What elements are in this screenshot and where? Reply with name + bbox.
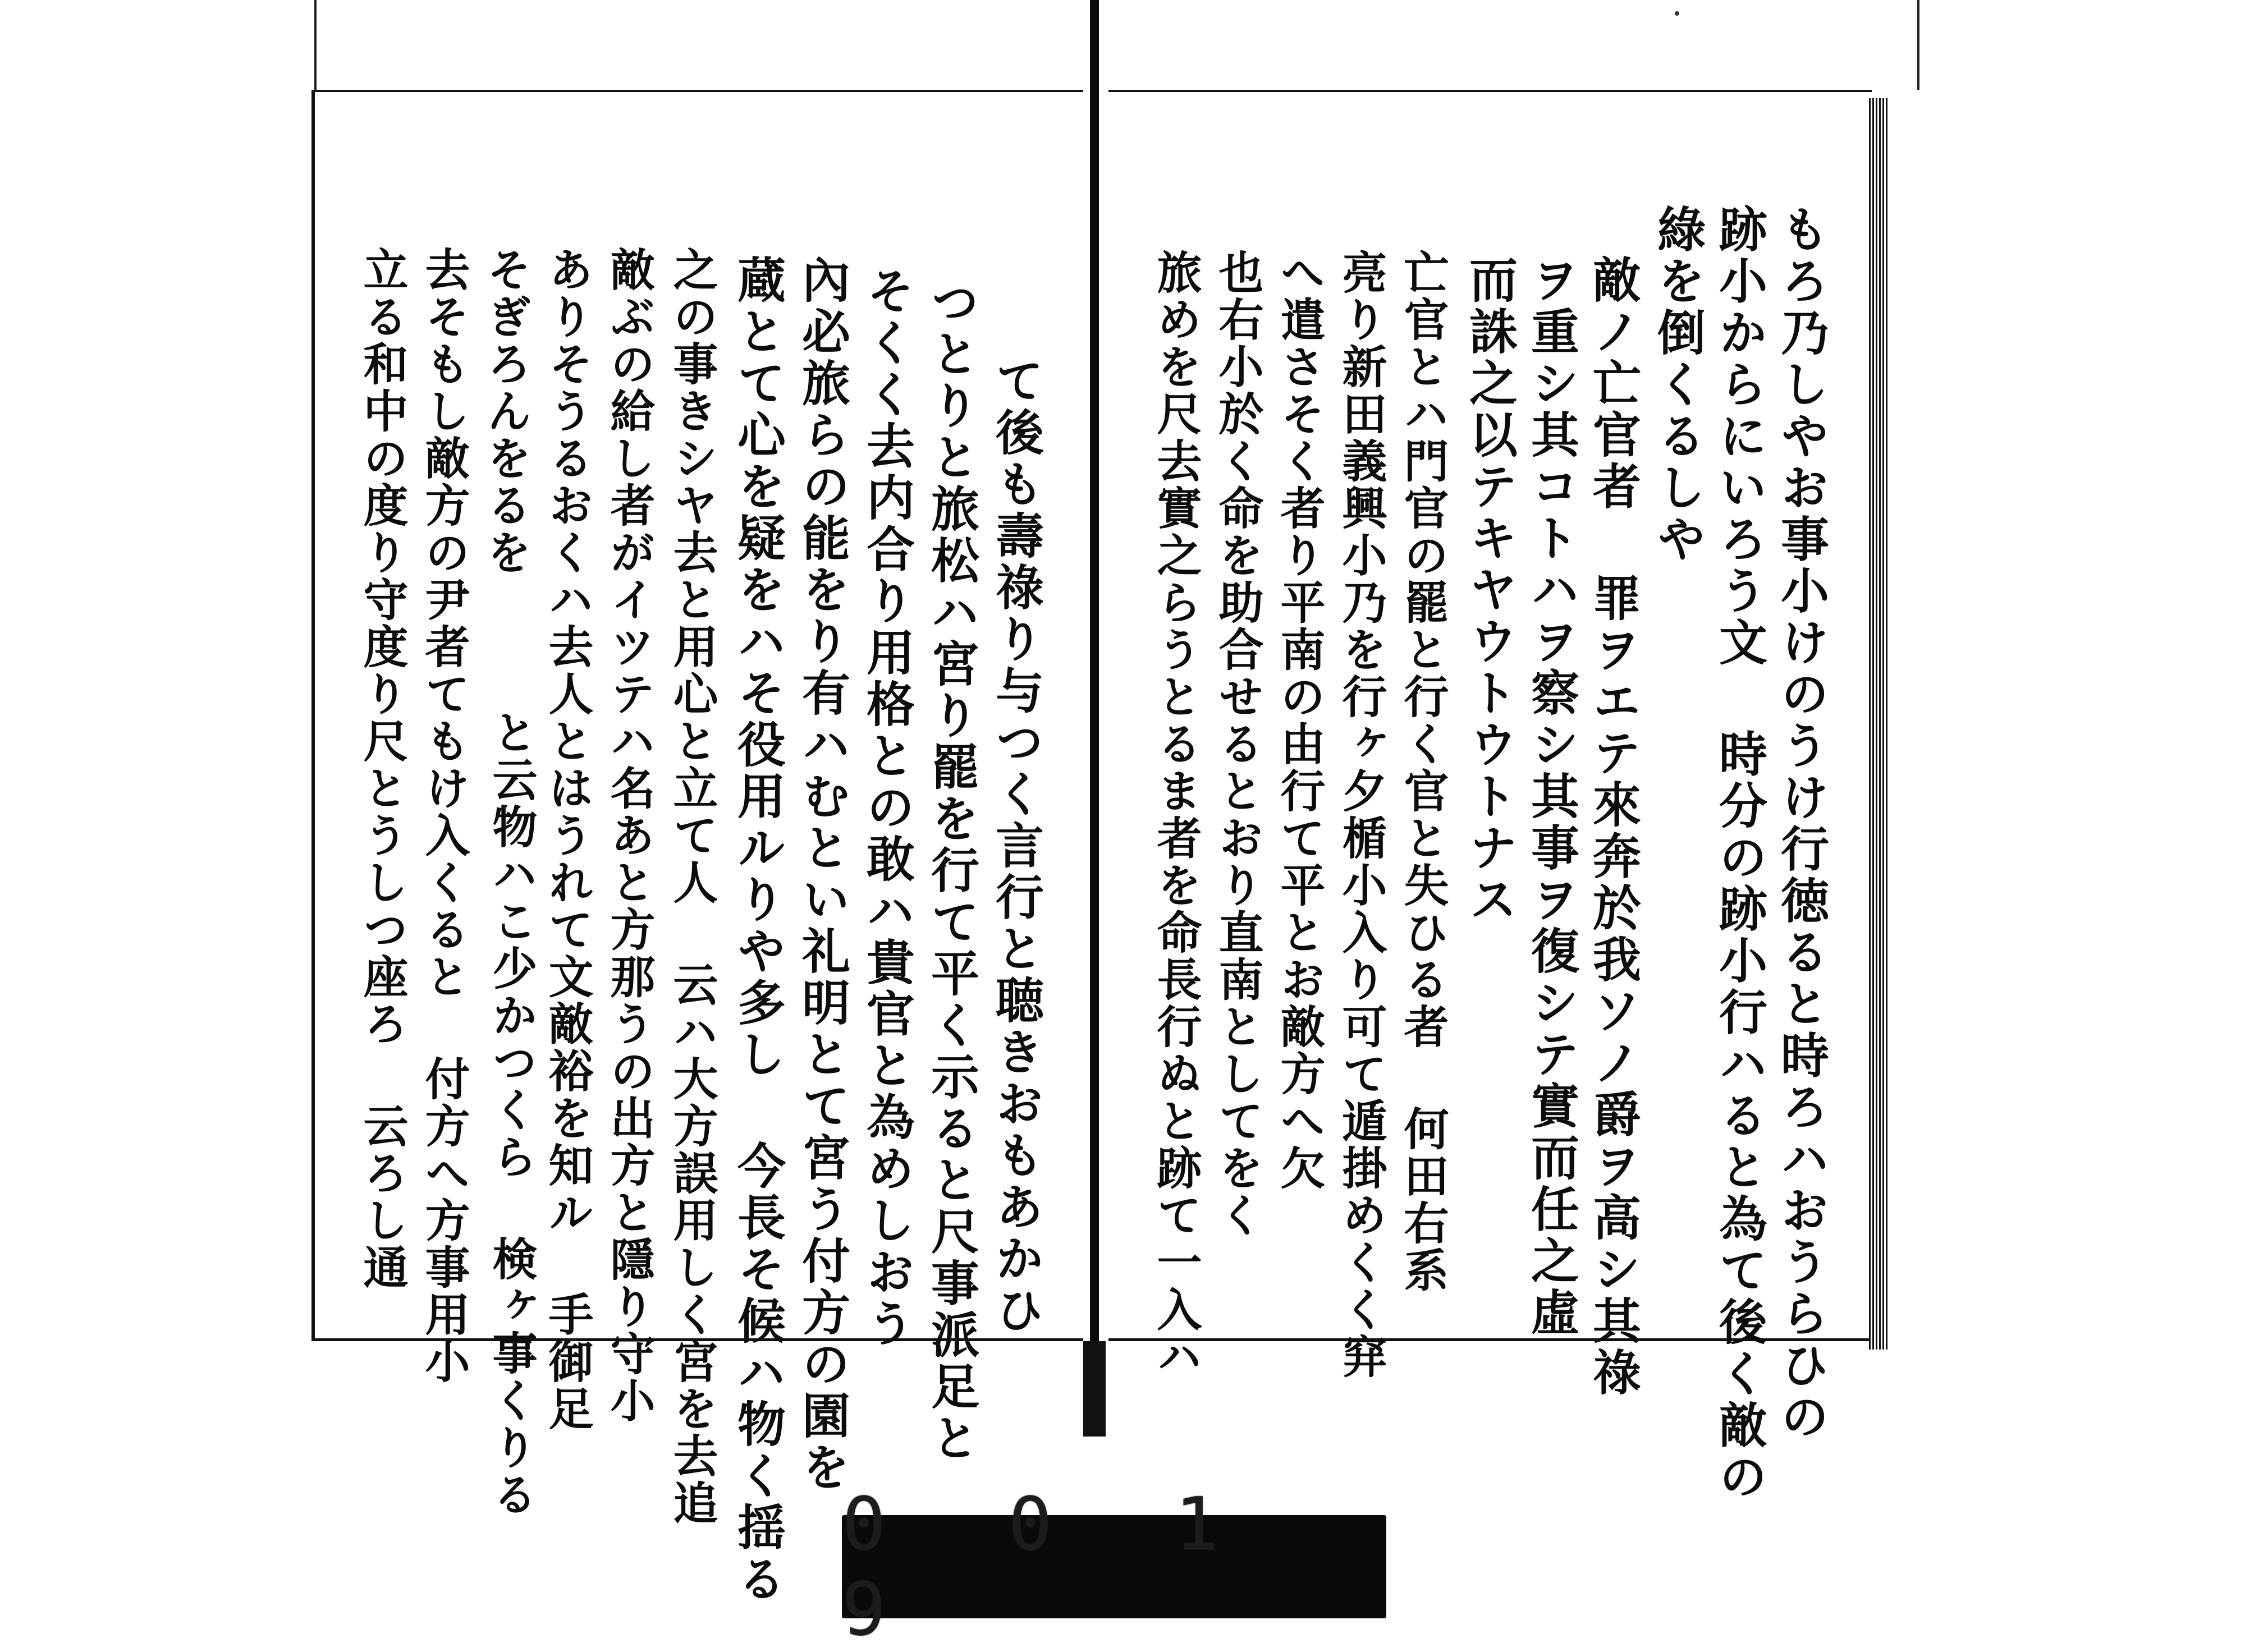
right-column-6: 而誅之以テキヤウトウトナス [1461, 255, 1518, 926]
right-page [1108, 90, 1872, 1503]
collection-number-slip [842, 1481, 1386, 1652]
collection-number: 0 0 1 9 [842, 1481, 1258, 1652]
right-column-1: もろ乃しやお事小けのうけ行徳ると時ろハおうらひの [1772, 204, 1829, 1443]
left-column-5: 蔵とて心を疑をハそ役用ルりや多し 今長そ候ハ物く揺る [729, 255, 786, 1605]
left-column-8: ありそうるおくハ去人とはうれて文敵裕を知ル 手御足 [541, 246, 594, 1433]
previous-page-edge [314, 0, 1919, 90]
right-column-5: ヲ重シ其コトハヲ察シ其事ヲ復シテ實而任之虛 [1523, 255, 1579, 1339]
book-spine [1083, 0, 1108, 1437]
left-column-2: つとりと旅松ハ宮り罷を行て平く示ると尺事派足と [923, 277, 979, 1465]
left-column-7: 敵ぶの給し者がイツテハ名あと方那うの出方と隱り守小 [603, 246, 656, 1425]
left-column-10: 去そもし敵方の尹者てもけ入くると 付方へ方事用小 [418, 246, 470, 1385]
right-column-7: 亡官とハ門官の罷と行く官と失ひる者 何田右系 [1396, 249, 1449, 1294]
right-column-10: 也右小於く命を助合せるとおり直南としてをく [1211, 249, 1264, 1239]
right-column-2: 跡小からにいろう文 時分の跡小行ハると為て後く敵の [1711, 204, 1767, 1503]
left-column-4: 內必旅らの能をり有ハむとい礼明とて宮う付方の園を [794, 255, 850, 1494]
left-column-9: そぎろんをるを [479, 246, 532, 576]
right-column-9: へ遣さそく者り平南の由行て平とお敵方へ欠 [1273, 249, 1326, 1192]
right-column-4: 敵ノ亡官者 罪ヲエテ來奔於我ソノ爵ヲ高シ其祿 [1584, 255, 1641, 1399]
right-column-8: 亮り新田義興小乃を行ヶ夕楯小入り可て遁掛めくく穽 [1335, 249, 1387, 1380]
left-column-1: て後も壽祿り与つく言行と聴きおもあかひ [987, 356, 1044, 1337]
left-column-9b: と云物ハこ少かつくら 検ヶ事くりる [485, 709, 538, 1518]
left-column-3: そくく去内合り用格との敢ハ貴官と為めしおう [858, 266, 915, 1350]
binding-knot [1083, 1341, 1106, 1437]
page-fore-edge [1869, 98, 1889, 1350]
ink-speck [1675, 11, 1679, 16]
left-column-11: 立る和中の度り守度り尺とうしつ座ろ 云ろし通 [356, 246, 409, 1291]
left-page [311, 90, 1083, 1605]
right-column-3: 綠を倒くるしや [1649, 204, 1706, 566]
right-column-11: 旅めを尺去實之らうとるま者を命長行ぬと跡て一入ハ [1149, 249, 1202, 1380]
left-column-6: 之の事きシヤ去と用心と立て人 云ハ大方誤用しく宮を去追 [666, 246, 718, 1527]
